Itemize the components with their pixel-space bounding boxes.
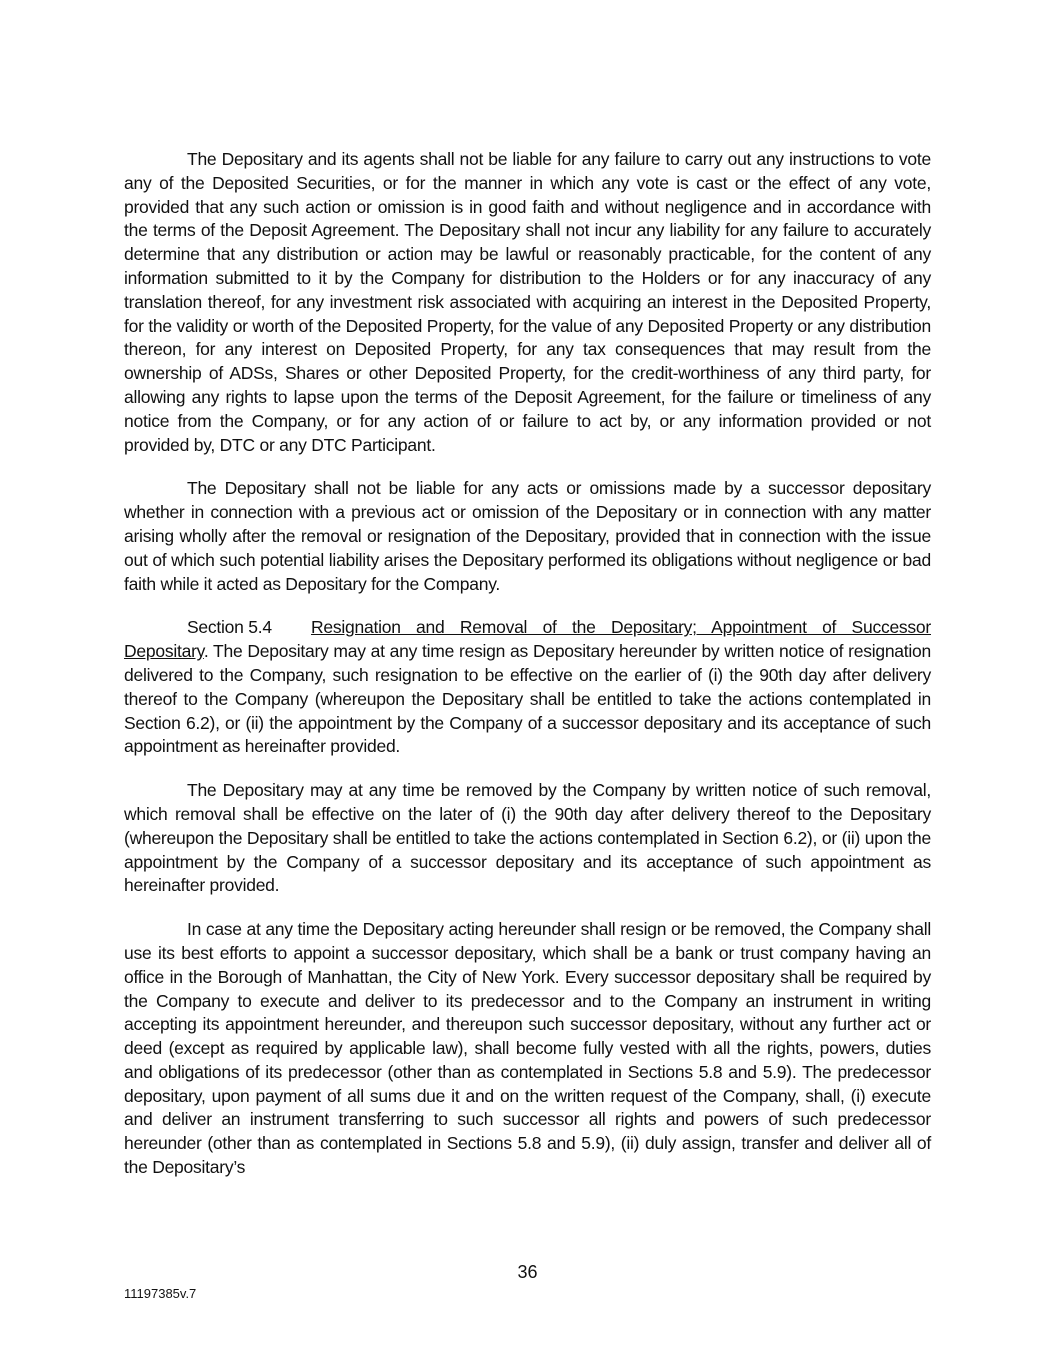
section-number: Section 5.4 [187,617,272,638]
section-title: Resignation and Removal of the Depositary; Appointment of Successor Depositary [124,617,931,662]
paragraph-depositary-liability-voting: The Depositary and its agents shall not be liable for any failure to carry out any instructions to vote any of the Deposited Securities, or for the manner in which any vote is cast or the effect of any vote, provided that any such action or omission is in good faith and without negligence and in accordance with the terms of the Deposit Agreement. The Depositary shall not incur any liability for any failure to accurately determine that any distribution or action may be lawful or reasonably practicable, for the content of any information submitted to it by the Company for distribution to the Holders or for any inaccuracy of any translation thereof, for any investment risk associated with acquiring an interest in the Deposited Property, for the validity or worth of the Deposited Property, for the value of any Deposited Property or any distribution thereon, for any interest on Deposited Property, for any tax consequences that may result from the ownership of ADSs, Shares or other Deposited Property, for the credit-worthiness of any third party, for allowing any rights to lapse upon the terms of the Deposit Agreement, for the failure or timeliness of any notice from the Company, or for any action of or failure to act by, or any information provided or not provided by, DTC or any DTC Participant. [124,149,931,455]
paragraph-removal-of-depositary: The Depositary may at any time be removed by the Company by written notice of such removal, which removal shall be effective on the later of (i) the 90th day after delivery thereof to the Depositary (whereupon the Depositary shall be entitled to take the actions contemplated in Section 6.2), or (ii) upon the appointment by the Company of a successor depositary and its acceptance of such appointment as hereinafter provided. [124,780,931,896]
paragraph-successor-depositary-acts: The Depositary shall not be liable for any acts or omissions made by a successor depositary whether in connection with a previous act or omission of the Depositary or in connection with any matter arising wholly after the removal or resignation of the Depositary, provided that in connection with the issue out of which such potential liability arises the Depositary performed its obligations without negligence or bad faith while it acted as Depositary for the Company. [124,478,931,594]
section-text: . The Depositary may at any time resign as Depositary hereunder by written notice of resignation delivered to the Company, such resignation to be effective on the earlier of (i) the 90th day after delivery thereof to the Company (whereupon the Depositary shall be entitled to take the actions contemplated in Section 6.2), or (ii) the appointment by the Company of a successor depositary and its acceptance of such appointment as hereinafter provided. [124,641,931,757]
page-number: 36 [517,1262,538,1282]
section-5-4-paragraph [124,616,931,759]
document-id: 11197385v.7 [124,1286,197,1301]
paragraph-appointment-successor: In case at any time the Depositary acting hereunder shall resign or be removed, the Company shall use its best efforts to appoint a successor depositary, which shall be a bank or trust company having an office in the Borough of Manhattan, the City of New York. Every successor depositary shall be required by the Company to execute and deliver to its predecessor and to the Company an instrument in writing accepting its appointment hereunder, and thereupon such successor depositary, without any further act or deed (except as required by applicable law), shall become fully vested with all the rights, powers, duties and obligations of its predecessor (other than as contemplated in Sections 5.8 and 5.9). The predecessor depositary, upon payment of all sums due it and on the written request of the Company, shall, (i) execute and deliver an instrument transferring to such successor all rights and powers of such predecessor hereunder (other than as contemplated in Sections 5.8 and 5.9), (ii) duly assign, transfer and deliver all of the Depositary’s [124,919,931,1178]
document-body [124,148,931,1200]
